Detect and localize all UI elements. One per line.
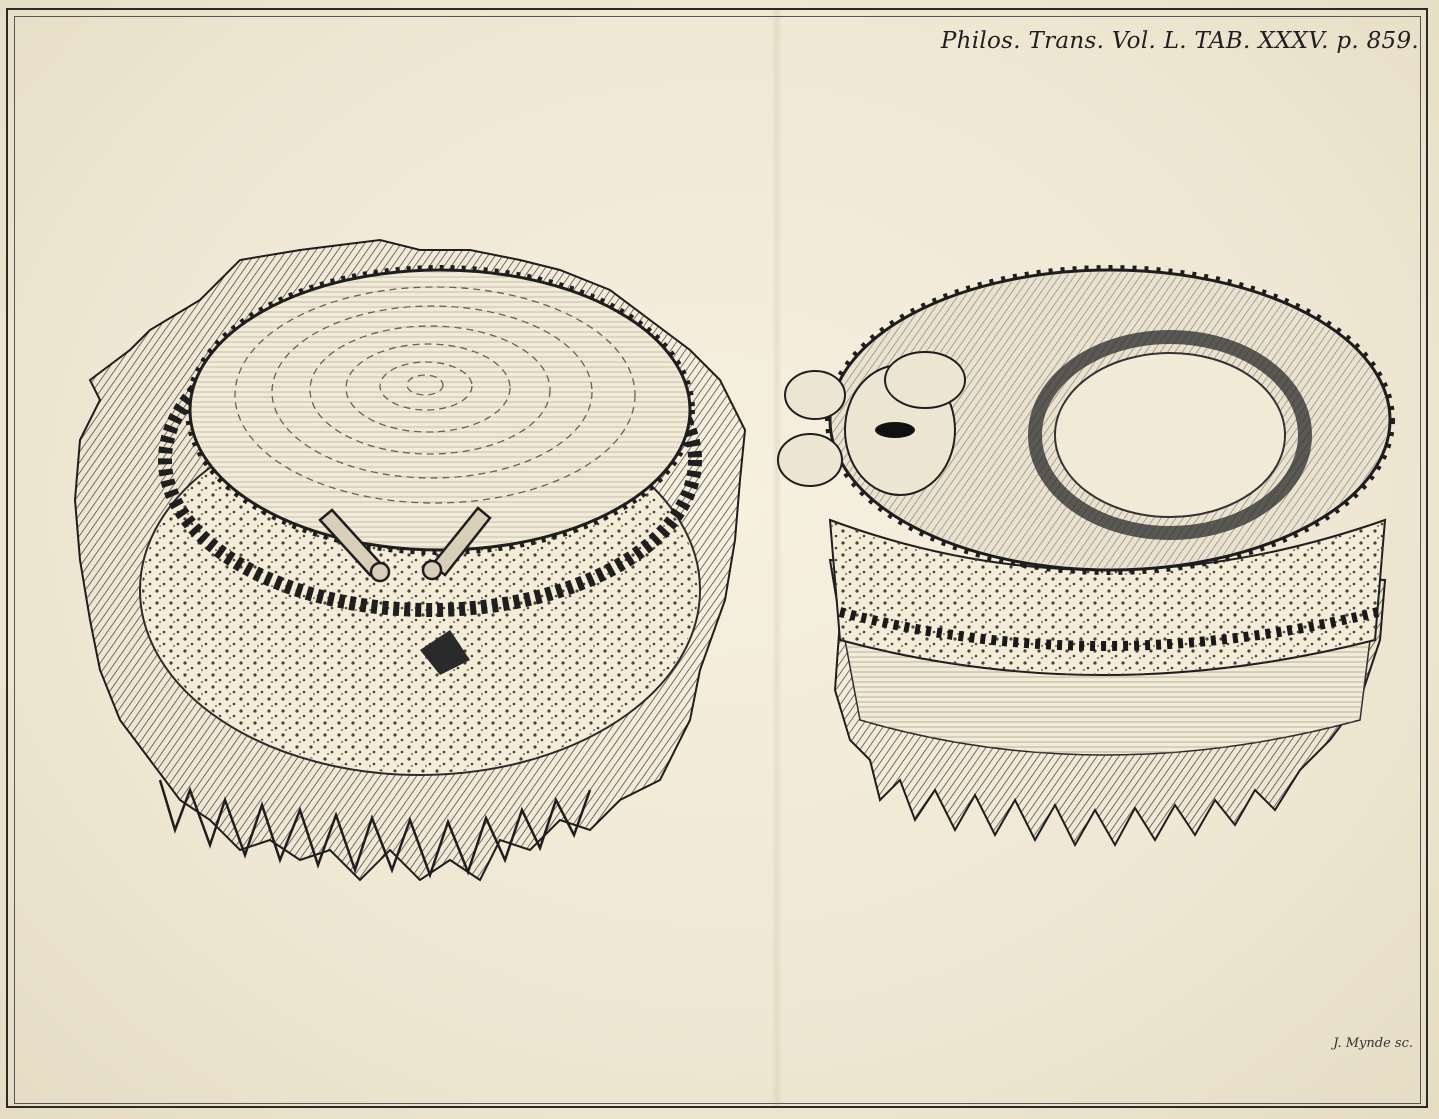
engraver-signature: J. Mynde sc. bbox=[1333, 1036, 1413, 1051]
shell-top-view-icon bbox=[75, 240, 745, 880]
shell-side-view-icon bbox=[778, 268, 1392, 845]
plate-caption: Philos. Trans. Vol. L. TAB. XXXV. p. 859. bbox=[940, 28, 1419, 54]
